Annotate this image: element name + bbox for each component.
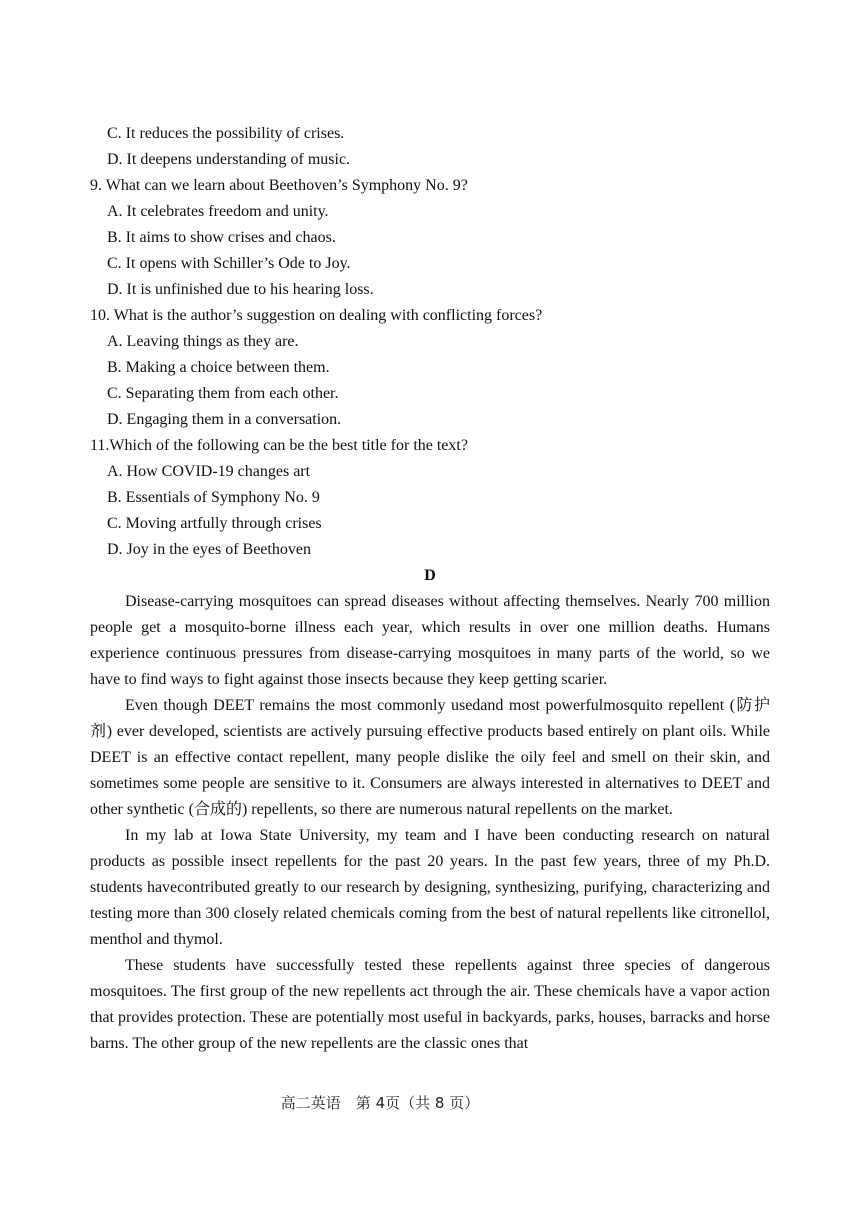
q8-option-c: C. It reduces the possibility of crises.	[107, 125, 345, 142]
passage-paragraph-4: These students have successfully tested these repellents against three species of dangerous mosquitoes. The first group of the new repellents act through the air. These chemicals have a vapor action that provides protection. These are potentially most useful in backyards, parks, houses, barracks and horse barns. The other group of the new repellents are the classic ones that	[90, 957, 770, 1052]
q9-question: 9. What can we learn about Beethoven’s Symphony No. 9?	[90, 177, 468, 194]
q10-question: 10. What is the author’s suggestion on dealing with conflicting forces?	[90, 307, 543, 324]
passage-paragraph-2: Even though DEET remains the most commonly usedand most powerfulmosquito repellent (防护剂) ever developed, scientists are actively pursuing effective products based entirely on plant oils. While DEET is an effective contact repellent, many people dislike the oily feel and smell on their skin, and sometimes some people are sensitive to it. Consumers are always interested in alternatives to DEET and other synthetic (合成的) repellents, so there are numerous natural repellents on the market.	[90, 697, 770, 818]
page-content	[90, 121, 770, 1057]
section-d-heading: D	[424, 567, 436, 584]
q10-option-c: C. Separating them from each other.	[107, 385, 339, 402]
passage-paragraph-3: In my lab at Iowa State University, my team and I have been conducting research on natural products as possible insect repellents for the past 20 years. In the past few years, three of my Ph.D. students havecontributed greatly to our research by designing, synthesizing, purifying, characterizing and testing more than 300 closely related chemicals coming from the best of natural repellents like citronellol, menthol and thymol.	[90, 827, 770, 948]
q9-option-a: A. It celebrates freedom and unity.	[107, 203, 329, 220]
q11-option-d: D. Joy in the eyes of Beethoven	[107, 541, 311, 558]
q11-option-b: B. Essentials of Symphony No. 9	[107, 489, 320, 506]
q11-option-c: C. Moving artfully through crises	[107, 515, 322, 532]
q8-option-d: D. It deepens understanding of music.	[107, 151, 351, 168]
q10-option-a: A. Leaving things as they are.	[107, 333, 299, 350]
passage-paragraph-1: Disease-carrying mosquitoes can spread diseases without affecting themselves. Nearly 700 million people get a mosquito-borne illness each year, which results in over one million deaths. Humans experience continuous pressures from disease-carrying mosquitoes in many parts of the world, so we have to find ways to fight against those insects because they keep getting scarier.	[90, 593, 770, 688]
q11-question: 11.Which of the following can be the best title for the text?	[90, 437, 468, 454]
q9-option-c: C. It opens with Schiller’s Ode to Joy.	[107, 255, 351, 272]
page-footer: 高二英语 第 4页（共 8 页）	[280, 1094, 480, 1112]
q10-option-d: D. Engaging them in a conversation.	[107, 411, 342, 428]
q10-option-b: B. Making a choice between them.	[107, 359, 330, 376]
q9-option-b: B. It aims to show crises and chaos.	[107, 229, 336, 246]
q9-option-d: D. It is unfinished due to his hearing loss.	[107, 281, 374, 298]
q11-option-a: A. How COVID-19 changes art	[107, 463, 311, 480]
